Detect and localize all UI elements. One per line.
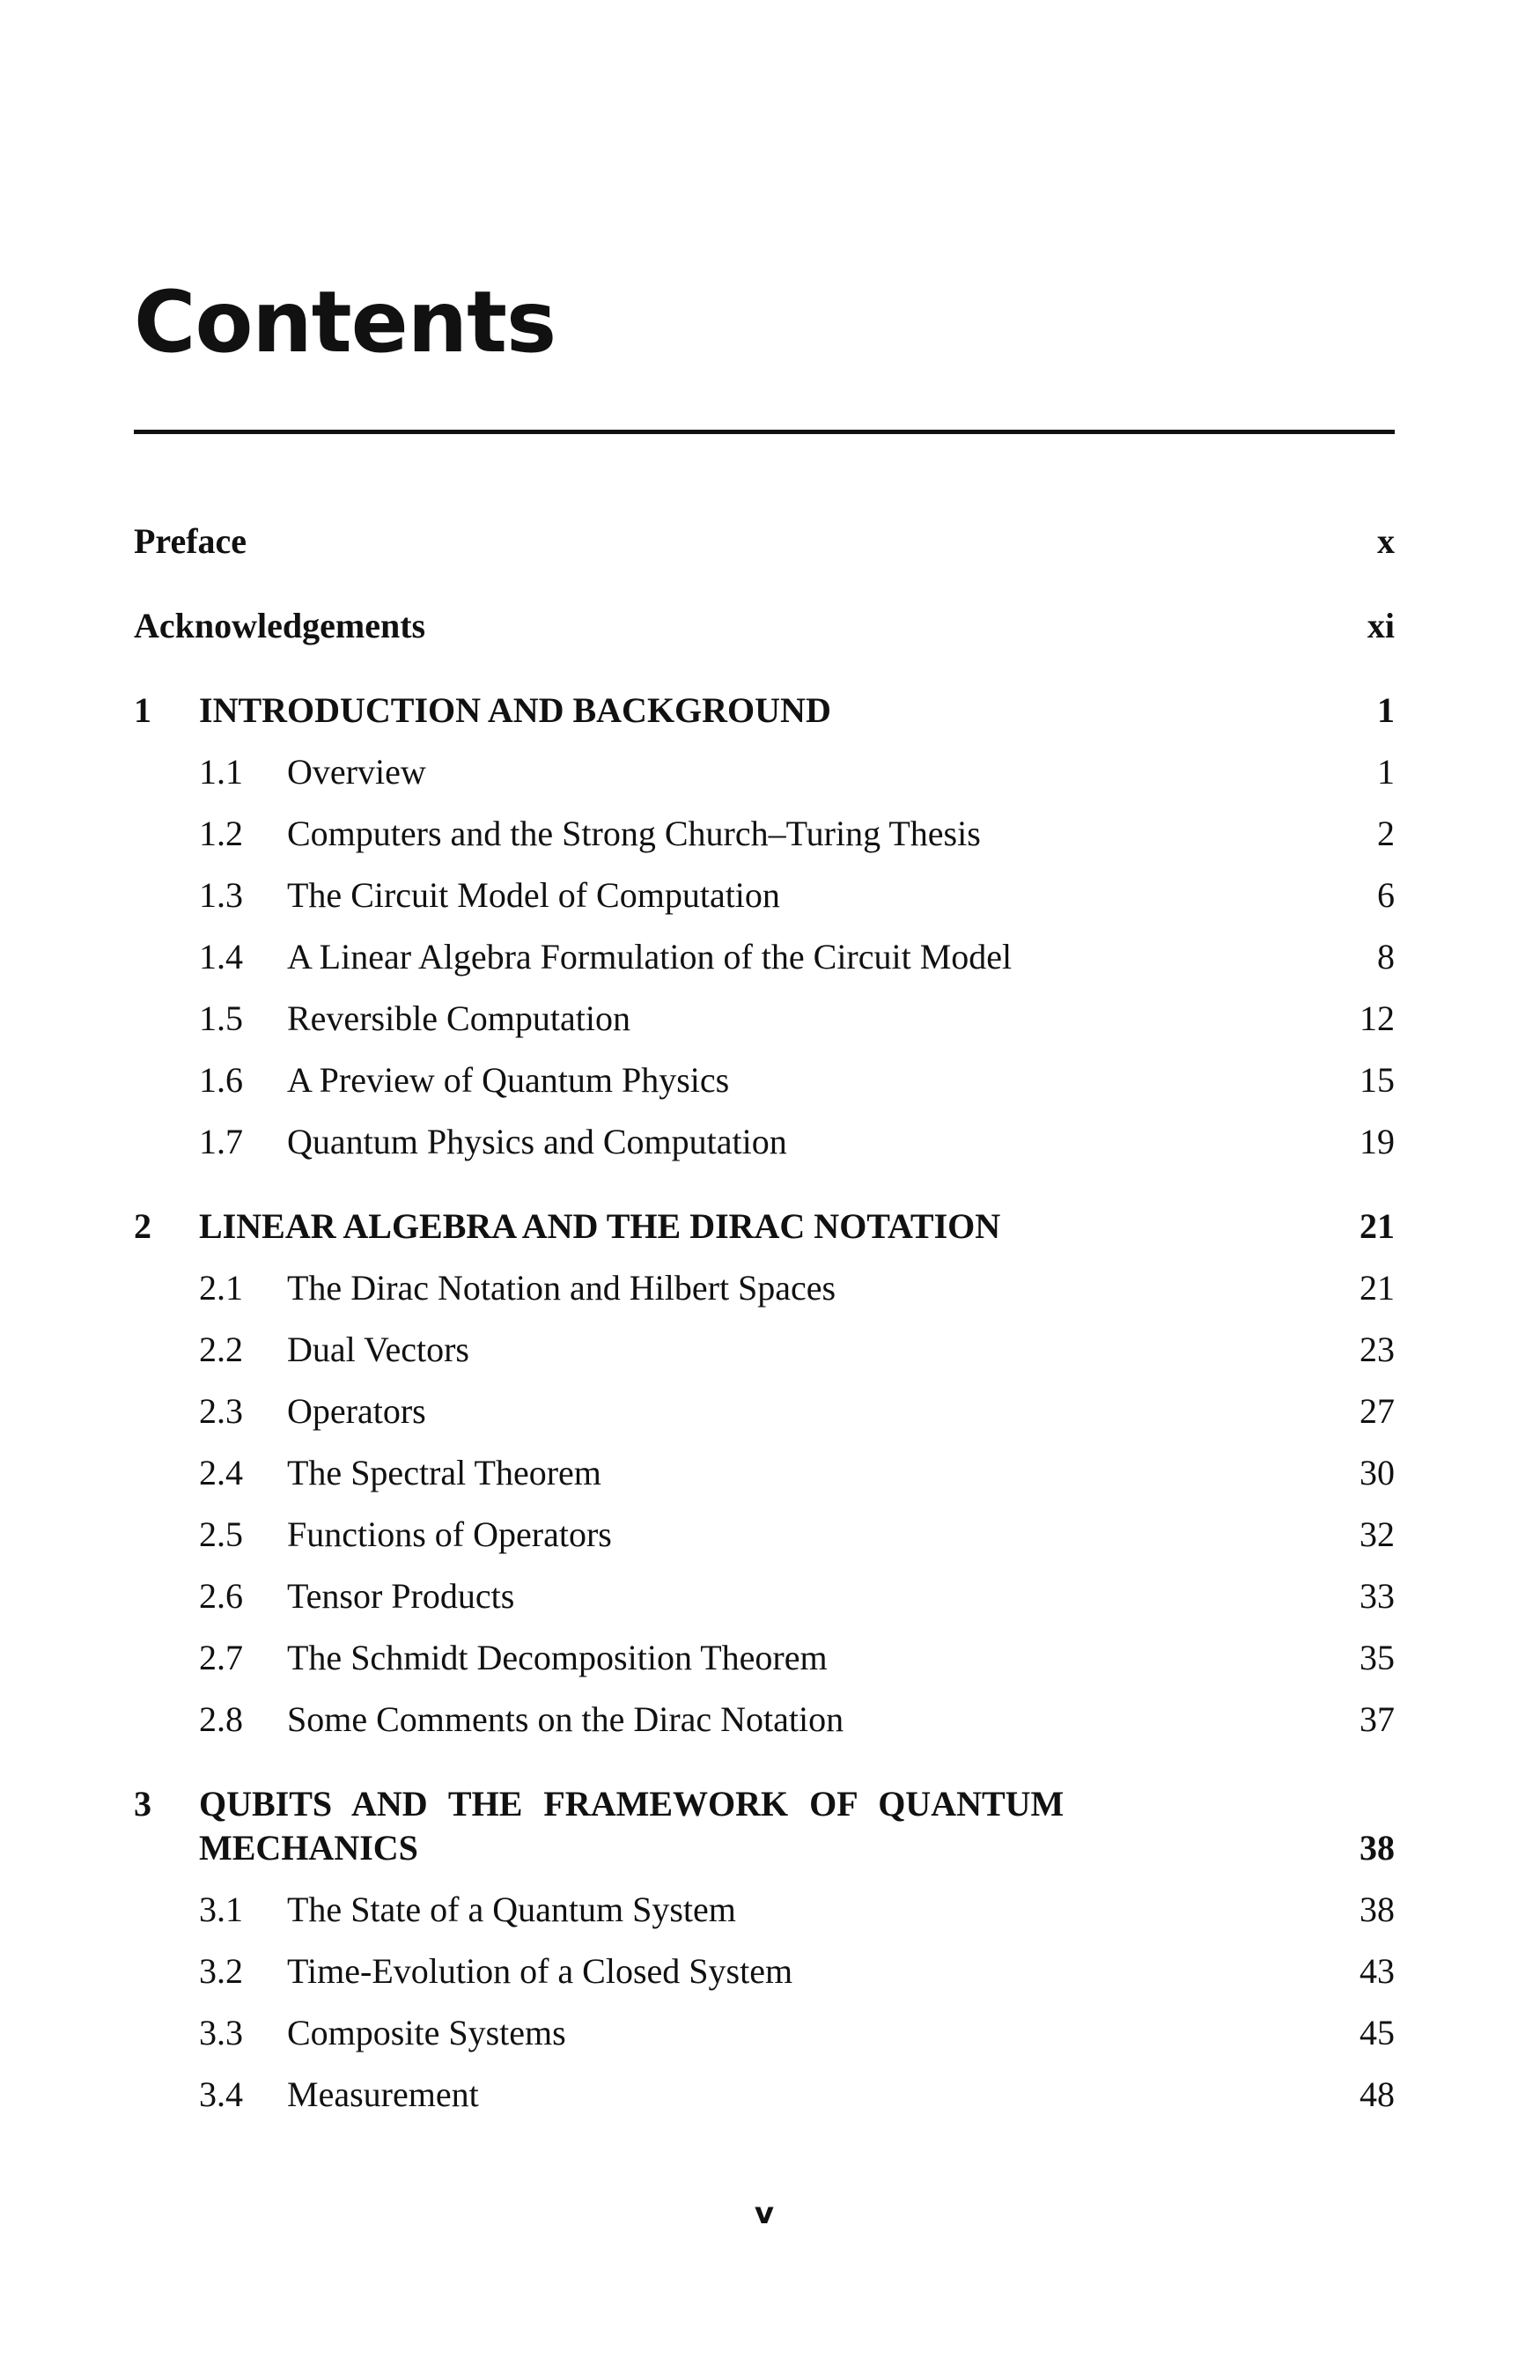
- chapter-label: INTRODUCTION AND BACKGROUND: [199, 690, 831, 730]
- toc-section-1-6[interactable]: [134, 1058, 1395, 1102]
- title-rule: [134, 430, 1395, 434]
- page-title: Contents: [134, 273, 556, 372]
- section-number: 1.1: [199, 752, 243, 792]
- chapter-label: QUBITS AND THE FRAMEWORK OF QUANTUM MECHANICS: [199, 1784, 1065, 1868]
- section-number: 2.2: [199, 1330, 243, 1369]
- toc-section-3-2[interactable]: [134, 1949, 1395, 1993]
- section-label: Composite Systems: [287, 2013, 566, 2052]
- toc-section-2-5[interactable]: [134, 1513, 1395, 1557]
- chapter-label: LINEAR ALGEBRA AND THE DIRAC NOTATION: [199, 1206, 1001, 1246]
- toc-entry-acknowledgements[interactable]: [134, 604, 1395, 648]
- toc-entry-preface[interactable]: [134, 519, 1395, 564]
- section-page: 37: [1359, 1699, 1395, 1739]
- section-page: 1: [1377, 752, 1395, 792]
- section-page: 32: [1359, 1514, 1395, 1554]
- section-label: The Dirac Notation and Hilbert Spaces: [287, 1268, 836, 1308]
- toc-section-2-3[interactable]: [134, 1389, 1395, 1433]
- section-number: 2.1: [199, 1268, 243, 1308]
- section-number: 1.4: [199, 937, 243, 976]
- section-label: Overview: [287, 752, 426, 792]
- toc-section-1-4[interactable]: [134, 935, 1395, 979]
- section-label: Computers and the Strong Church–Turing Thesis: [287, 814, 981, 853]
- section-number: 3.4: [199, 2074, 243, 2114]
- entry-page: x: [1377, 521, 1395, 561]
- section-label: A Linear Algebra Formulation of the Circuit Model: [287, 937, 1013, 976]
- chapter-number: 3: [134, 1784, 151, 1824]
- toc-section-2-8[interactable]: [134, 1698, 1395, 1742]
- toc-section-3-3[interactable]: [134, 2011, 1395, 2055]
- toc-section-1-7[interactable]: [134, 1120, 1395, 1164]
- toc-section-2-7[interactable]: [134, 1636, 1395, 1680]
- section-page: 19: [1359, 1122, 1395, 1161]
- chapter-page: 21: [1359, 1206, 1395, 1246]
- toc-section-1-5[interactable]: [134, 997, 1395, 1041]
- section-label: A Preview of Quantum Physics: [287, 1060, 730, 1100]
- chapter-page: 1: [1377, 690, 1395, 730]
- entry-page: xi: [1367, 606, 1395, 645]
- page-folio: v: [754, 2196, 775, 2231]
- chapter-number: 1: [134, 690, 151, 730]
- section-page: 43: [1359, 1951, 1395, 1991]
- toc-section-2-1[interactable]: [134, 1266, 1395, 1310]
- section-page: 30: [1359, 1453, 1395, 1492]
- section-page: 6: [1377, 875, 1395, 915]
- section-number: 1.6: [199, 1060, 243, 1100]
- toc-section-1-2[interactable]: [134, 812, 1395, 856]
- section-number: 2.7: [199, 1638, 243, 1677]
- section-number: 2.3: [199, 1391, 243, 1431]
- section-number: 3.1: [199, 1890, 243, 1929]
- section-page: 38: [1359, 1890, 1395, 1929]
- entry-label: Acknowledgements: [134, 606, 426, 645]
- section-label: Operators: [287, 1391, 426, 1431]
- toc-section-3-1[interactable]: [134, 1888, 1395, 1932]
- section-page: 8: [1377, 937, 1395, 976]
- section-page: 45: [1359, 2013, 1395, 2052]
- toc-section-2-2[interactable]: [134, 1328, 1395, 1372]
- section-page: 21: [1359, 1268, 1395, 1308]
- section-page: 27: [1359, 1391, 1395, 1431]
- section-number: 1.3: [199, 875, 243, 915]
- section-number: 2.4: [199, 1453, 243, 1492]
- section-label: Tensor Products: [287, 1576, 515, 1616]
- toc-section-1-1[interactable]: [134, 750, 1395, 794]
- section-page: 2: [1377, 814, 1395, 853]
- section-page: 35: [1359, 1638, 1395, 1677]
- toc-section-2-6[interactable]: [134, 1574, 1395, 1618]
- chapter-page: 38: [1359, 1828, 1395, 1868]
- section-label: The State of a Quantum System: [287, 1890, 736, 1929]
- table-of-contents: [134, 519, 1395, 2134]
- section-page: 33: [1359, 1576, 1395, 1616]
- section-label: Quantum Physics and Computation: [287, 1122, 787, 1161]
- entry-label: Preface: [134, 521, 247, 561]
- toc-section-2-4[interactable]: [134, 1451, 1395, 1495]
- section-page: 48: [1359, 2074, 1395, 2114]
- section-number: 1.7: [199, 1122, 243, 1161]
- toc-section-1-3[interactable]: [134, 873, 1395, 917]
- toc-section-3-4[interactable]: [134, 2073, 1395, 2117]
- section-label: The Spectral Theorem: [287, 1453, 601, 1492]
- section-label: The Schmidt Decomposition Theorem: [287, 1638, 828, 1677]
- chapter-number: 2: [134, 1206, 151, 1246]
- section-number: 2.6: [199, 1576, 243, 1616]
- section-page: 12: [1359, 998, 1395, 1038]
- section-page: 15: [1359, 1060, 1395, 1100]
- section-number: 1.2: [199, 814, 243, 853]
- section-label: Measurement: [287, 2074, 479, 2114]
- section-number: 3.2: [199, 1951, 243, 1991]
- section-page: 23: [1359, 1330, 1395, 1369]
- book-page: [134, 0, 1395, 2380]
- toc-chapter-2[interactable]: [134, 1205, 1395, 1249]
- section-number: 1.5: [199, 998, 243, 1038]
- section-label: Functions of Operators: [287, 1514, 612, 1554]
- section-number: 2.8: [199, 1699, 243, 1739]
- toc-chapter-1[interactable]: [134, 689, 1395, 733]
- section-label: Time-Evolution of a Closed System: [287, 1951, 793, 1991]
- section-label: The Circuit Model of Computation: [287, 875, 780, 915]
- section-number: 2.5: [199, 1514, 243, 1554]
- section-label: Dual Vectors: [287, 1330, 469, 1369]
- section-number: 3.3: [199, 2013, 243, 2052]
- section-label: Some Comments on the Dirac Notation: [287, 1699, 844, 1739]
- toc-chapter-3[interactable]: [134, 1782, 1395, 1870]
- section-label: Reversible Computation: [287, 998, 630, 1038]
